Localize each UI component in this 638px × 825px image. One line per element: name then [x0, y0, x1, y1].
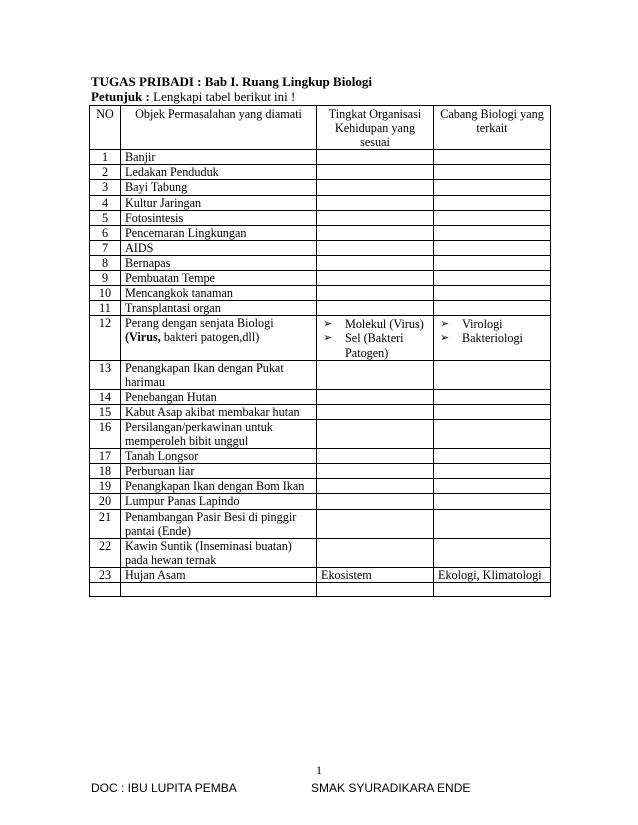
assignment-table	[89, 105, 551, 597]
table-row	[90, 240, 551, 255]
cabang-cell	[434, 150, 551, 165]
instruction	[91, 89, 561, 104]
arrow-bullet-icon: ➢	[440, 317, 450, 331]
tingkat-cell	[317, 301, 434, 316]
table-row	[90, 180, 551, 195]
bullet-item	[321, 317, 429, 331]
bullet-text: Molekul (Virus)	[345, 317, 424, 332]
objek-text-rest: bakteri patogen,dll)	[160, 330, 260, 345]
table-body	[90, 150, 551, 597]
table-row	[90, 479, 551, 494]
bullet-text: Sel (Bakteri Patogen)	[345, 331, 404, 360]
table-row	[90, 301, 551, 316]
objek-cell	[121, 509, 317, 538]
tingkat-cell	[317, 195, 434, 210]
objek-text-bold: (Virus,	[125, 330, 161, 345]
objek-cell	[121, 271, 317, 286]
objek-cell	[121, 389, 317, 404]
tingkat-cell	[317, 479, 434, 494]
objek-text: Bayi Tabung	[125, 180, 188, 195]
objek-cell	[121, 316, 317, 360]
objek-cell	[121, 479, 317, 494]
table-row	[90, 195, 551, 210]
row-number: 21	[90, 509, 121, 538]
objek-text: Mencangkok tanaman	[125, 286, 233, 301]
row-number: 3	[90, 180, 121, 195]
objek-cell	[121, 255, 317, 270]
objek-text: Kawin Suntik (Inseminasi buatan) pada hewan ternak	[125, 538, 292, 567]
row-number: 11	[90, 301, 121, 316]
row-number: 5	[90, 210, 121, 225]
objek-cell	[121, 165, 317, 180]
cabang-cell	[434, 195, 551, 210]
tingkat-cell	[317, 538, 434, 567]
tingkat-text: Ekosistem	[321, 567, 372, 582]
bullet-text: Bakteriologi	[462, 331, 523, 346]
row-number: 1	[90, 150, 121, 165]
objek-cell	[121, 210, 317, 225]
cabang-cell	[434, 210, 551, 225]
row-number: 18	[90, 464, 121, 479]
objek-text: Pembuatan Tempe	[125, 271, 215, 286]
row-number: 22	[90, 538, 121, 567]
tingkat-cell	[317, 271, 434, 286]
tingkat-cell	[317, 240, 434, 255]
objek-text: Banjir	[125, 150, 156, 165]
bullet-item	[438, 331, 546, 345]
empty-cell	[90, 583, 121, 597]
tingkat-cell	[317, 509, 434, 538]
footer-left: DOC : IBU LUPITA PEMBA	[91, 781, 237, 795]
objek-text: AIDS	[125, 240, 154, 255]
col-header-tingkat: Tingkat Organisasi Kehidupan yang sesuai	[317, 106, 434, 150]
bullet-list	[321, 317, 429, 359]
objek-text: Hujan Asam	[125, 567, 186, 582]
row-number: 23	[90, 567, 121, 582]
objek-cell	[121, 404, 317, 419]
row-number: 2	[90, 165, 121, 180]
objek-text: Penambangan Pasir Besi di pinggir pantai (Ende)	[125, 509, 297, 538]
tingkat-cell	[317, 567, 434, 582]
table-row	[90, 271, 551, 286]
tingkat-cell	[317, 180, 434, 195]
bullet-text: Virologi	[462, 317, 503, 332]
row-number: 19	[90, 479, 121, 494]
col-header-objek: Objek Permasalahan yang diamati	[121, 106, 317, 150]
table-row	[90, 404, 551, 419]
tingkat-cell	[317, 494, 434, 509]
bullet-list	[438, 317, 546, 345]
objek-cell	[121, 180, 317, 195]
objek-text: Transplantasi organ	[125, 301, 221, 316]
cabang-cell	[434, 494, 551, 509]
cabang-cell	[434, 404, 551, 419]
table-row	[90, 567, 551, 582]
instruction-label: Petunjuk :	[91, 89, 150, 104]
objek-text: Tanah Longsor	[125, 449, 199, 464]
bullet-item	[438, 317, 546, 331]
table-row	[90, 509, 551, 538]
tingkat-cell	[317, 404, 434, 419]
table-row	[90, 316, 551, 360]
objek-text: Penangkapan Ikan dengan Bom Ikan	[125, 479, 305, 494]
table-row	[90, 419, 551, 448]
cabang-cell	[434, 240, 551, 255]
bullet-item	[321, 331, 429, 359]
objek-text: Pencemaran Lingkungan	[125, 225, 247, 240]
table-row	[90, 255, 551, 270]
objek-text: Kultur Jaringan	[125, 195, 202, 210]
tingkat-cell	[317, 255, 434, 270]
row-number: 20	[90, 494, 121, 509]
table-row	[90, 449, 551, 464]
cabang-cell	[434, 509, 551, 538]
objek-cell	[121, 286, 317, 301]
document-header	[91, 74, 561, 104]
table-row	[90, 225, 551, 240]
cabang-cell	[434, 360, 551, 389]
objek-text: Penangkapan Ikan dengan Pukat harimau	[125, 360, 284, 389]
cabang-cell	[434, 180, 551, 195]
col-header-cabang: Cabang Biologi yang terkait	[434, 106, 551, 150]
empty-cell	[121, 583, 317, 597]
cabang-cell	[434, 316, 551, 360]
cabang-text: Ekologi, Klimatologi	[438, 567, 542, 582]
table-row	[90, 165, 551, 180]
table-row	[90, 150, 551, 165]
objek-text: Perang dengan senjata Biologi	[125, 316, 274, 331]
tingkat-cell	[317, 449, 434, 464]
objek-cell	[121, 419, 317, 448]
objek-cell	[121, 449, 317, 464]
tingkat-cell	[317, 286, 434, 301]
assignment-title: TUGAS PRIBADI : Bab I. Ruang Lingkup Biologi	[91, 74, 373, 89]
empty-cell	[317, 583, 434, 597]
objek-text: Fotosintesis	[125, 210, 184, 225]
row-number: 16	[90, 419, 121, 448]
table-header-row	[90, 106, 551, 150]
row-number: 15	[90, 404, 121, 419]
objek-cell	[121, 360, 317, 389]
instruction-text: Lengkapi tabel berikut ini !	[149, 89, 296, 104]
cabang-cell	[434, 567, 551, 582]
objek-cell	[121, 494, 317, 509]
footer-right: SMAK SYURADIKARA ENDE	[311, 781, 471, 795]
cabang-cell	[434, 225, 551, 240]
col-header-no: NO	[90, 106, 121, 150]
arrow-bullet-icon: ➢	[440, 331, 450, 345]
objek-text: Perburuan liar	[125, 464, 195, 479]
arrow-bullet-icon: ➢	[323, 317, 333, 331]
cabang-cell	[434, 301, 551, 316]
row-number: 8	[90, 255, 121, 270]
row-number: 12	[90, 316, 121, 360]
tingkat-cell	[317, 464, 434, 479]
cabang-cell	[434, 538, 551, 567]
tingkat-cell	[317, 225, 434, 240]
objek-cell	[121, 240, 317, 255]
table-row	[90, 360, 551, 389]
tingkat-cell	[317, 419, 434, 448]
table-row	[90, 286, 551, 301]
objek-cell	[121, 301, 317, 316]
row-number: 7	[90, 240, 121, 255]
cabang-cell	[434, 271, 551, 286]
objek-cell	[121, 567, 317, 582]
tingkat-cell	[317, 210, 434, 225]
cabang-cell	[434, 479, 551, 494]
objek-text: Ledakan Penduduk	[125, 165, 219, 180]
table-row	[90, 389, 551, 404]
row-number: 13	[90, 360, 121, 389]
tingkat-cell	[317, 389, 434, 404]
objek-cell	[121, 225, 317, 240]
table-row	[90, 464, 551, 479]
objek-text: Penebangan Hutan	[125, 389, 217, 404]
tingkat-cell	[317, 316, 434, 360]
arrow-bullet-icon: ➢	[323, 331, 333, 345]
row-number: 4	[90, 195, 121, 210]
objek-text: Bernapas	[125, 255, 171, 270]
objek-text: Lumpur Panas Lapindo	[125, 494, 240, 509]
cabang-cell	[434, 389, 551, 404]
table-row	[90, 210, 551, 225]
row-number: 9	[90, 271, 121, 286]
objek-cell	[121, 464, 317, 479]
empty-table-row	[90, 583, 551, 597]
cabang-cell	[434, 464, 551, 479]
objek-text: Persilangan/perkawinan untuk memperoleh bibit unggul	[125, 419, 273, 449]
cabang-cell	[434, 165, 551, 180]
row-number: 17	[90, 449, 121, 464]
cabang-cell	[434, 255, 551, 270]
tingkat-cell	[317, 360, 434, 389]
objek-cell	[121, 195, 317, 210]
tingkat-cell	[317, 165, 434, 180]
objek-cell	[121, 538, 317, 567]
page-number: 1	[316, 763, 322, 777]
empty-cell	[434, 583, 551, 597]
objek-cell	[121, 150, 317, 165]
cabang-cell	[434, 419, 551, 448]
tingkat-cell	[317, 150, 434, 165]
row-number: 14	[90, 389, 121, 404]
cabang-cell	[434, 449, 551, 464]
table-row	[90, 494, 551, 509]
objek-text: Kabut Asap akibat membakar hutan	[125, 404, 300, 419]
table-row	[90, 538, 551, 567]
row-number: 10	[90, 286, 121, 301]
cabang-cell	[434, 286, 551, 301]
row-number: 6	[90, 225, 121, 240]
